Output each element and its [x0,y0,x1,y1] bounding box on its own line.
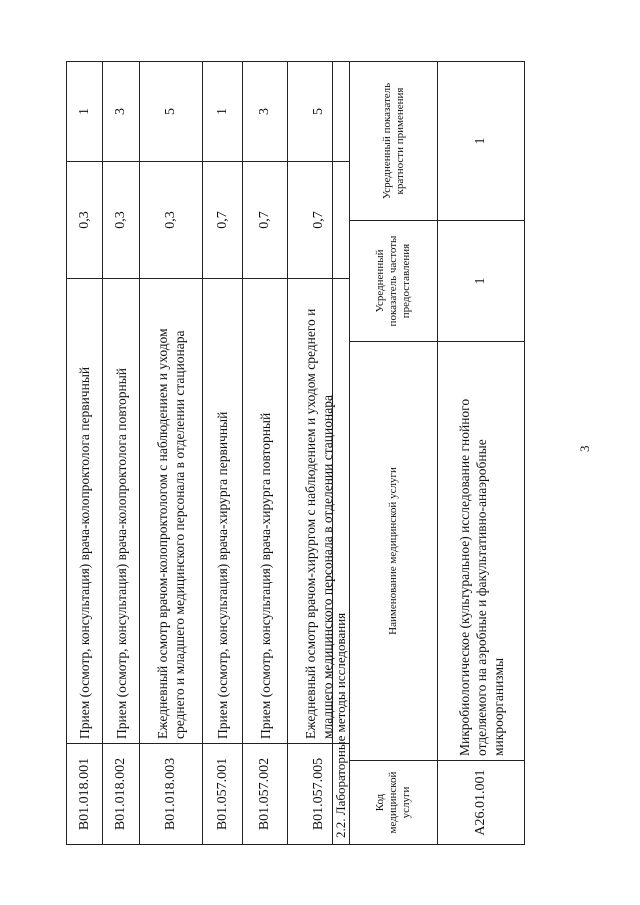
header-row [350,62,438,845]
service-code: B01.057.005 [288,744,350,845]
service-code: B01.018.003 [140,744,203,845]
service-code: B01.057.002 [243,744,288,845]
service-frequency: 0,7 [243,162,288,279]
service-name: Прием (осмотр, консультация) врача-колопроктолога первичный [67,279,103,744]
service-frequency: 0,7 [288,162,350,279]
lab-methods-table [332,61,525,845]
header-name: Наименование медицинской услуги [350,342,438,761]
service-multiplicity: 1 [67,62,103,162]
service-name: Прием (осмотр, консультация) врача-хирурга первичный [203,279,243,744]
service-frequency: 1 [438,221,525,342]
header-multiplicity: Усредненный показатель кратности применения [350,62,438,221]
service-code: A26.01.001 [438,761,525,845]
section-title: 2.2. Лабораторные методы исследования [333,62,350,845]
service-name: Ежедневный осмотр врачом-хирургом с наблюдением и уходом среднего и младшего медицинского персонала в отделении стационара [288,279,350,744]
service-multiplicity: 3 [103,62,140,162]
service-name: Прием (осмотр, консультация) врача-хирурга повторный [243,279,288,744]
table-row [103,62,140,845]
table-row [438,62,525,845]
section-title-row [333,62,350,845]
header-code: Код медицинской услуги [350,761,438,845]
service-frequency: 0,7 [203,162,243,279]
table-row [203,62,243,845]
service-code: B01.018.001 [67,744,103,845]
service-multiplicity: 3 [243,62,288,162]
service-name: Прием (осмотр, консультация) врача-колопроктолога повторный [103,279,140,744]
service-multiplicity: 1 [438,62,525,221]
services-table [66,61,350,845]
service-code: B01.057.001 [203,744,243,845]
service-frequency: 0,3 [103,162,140,279]
table-row [67,62,103,845]
service-multiplicity: 5 [140,62,203,162]
service-multiplicity: 1 [203,62,243,162]
service-code: B01.018.002 [103,744,140,845]
header-frequency: Усредненный показатель частоты предоставления [350,221,438,342]
service-frequency: 0,3 [140,162,203,279]
page-number: 3 [577,445,592,452]
service-name: Ежедневный осмотр врачом-колопроктологом с наблюдением и уходом среднего и младшего медицинского персонала в отделении стационара [140,279,203,744]
table-row [243,62,288,845]
table-row [140,62,203,845]
service-name: Микробиологическое (культуральное) исследование гнойного отделяемого на аэробные и факультативно-анаэробные микроорганизмы [438,342,525,761]
service-multiplicity: 5 [288,62,350,162]
service-frequency: 0,3 [67,162,103,279]
